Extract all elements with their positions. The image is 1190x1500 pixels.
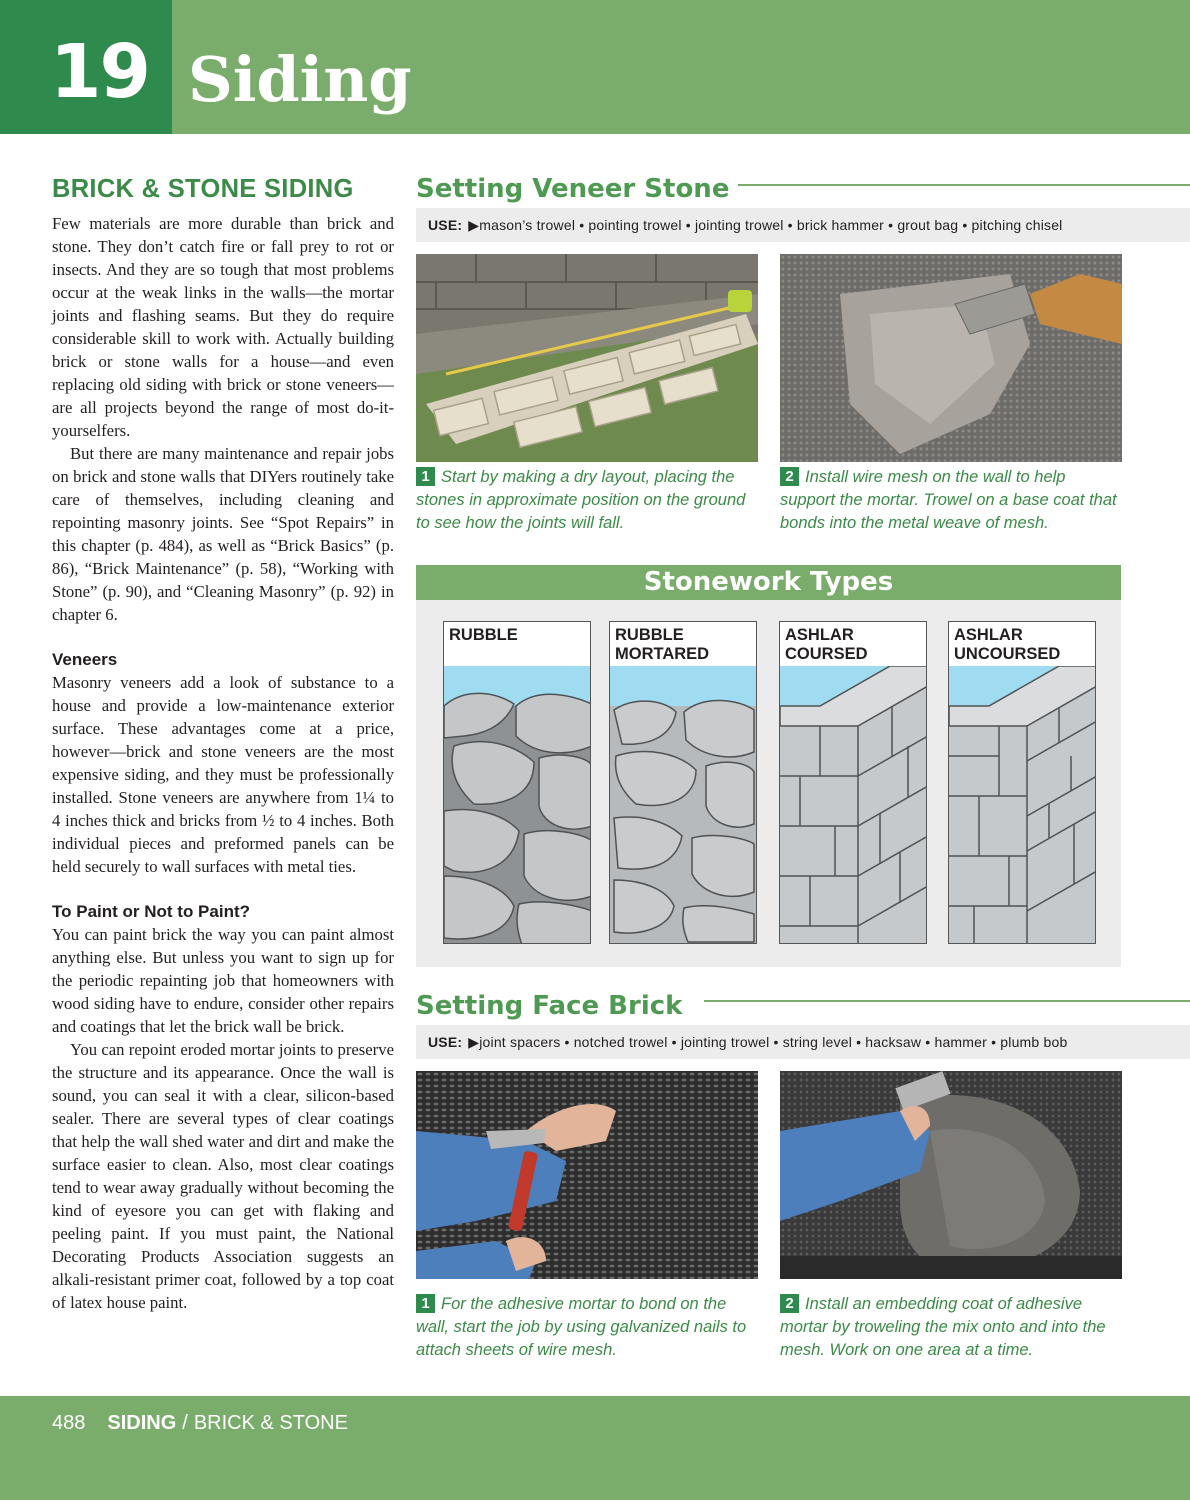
stone-type-label: RUBBLE MORTARED (615, 626, 710, 663)
photo-wire-mesh (780, 254, 1122, 462)
use-label: USE: (428, 1034, 463, 1050)
photo-embedding-coat (780, 1071, 1122, 1279)
stone-type-label: ASHLAR COURSED (785, 626, 868, 663)
footer-separator: / (182, 1412, 188, 1434)
chapter-header (0, 0, 1190, 134)
heading-rule (738, 184, 1190, 186)
stonework-types-title: Stonework Types (416, 565, 1121, 600)
page-footer (0, 1396, 1190, 1500)
body-paragraph: You can repoint eroded mortar joints to preserve the structure and its appearance. Once the wall is sound, you can seal it with a clear, silicon-based sealer. There are several types of clear coatings that help the wall shed water and dirt and make the surface easier to clean. Also, most clear coatings tend to wear away gradually without becoming the kind of eyesore you can get with flaking and peeling paint. If you must paint, the National Decorating Products Association suggests an alkali-resistant primer coat, followed by a top coat of latex house paint. (52, 1040, 394, 1312)
chapter-number-box (0, 0, 172, 134)
face-brick-step-1-caption (416, 1293, 758, 1362)
step-number: 1 (416, 1294, 435, 1313)
step-number: 2 (780, 1294, 799, 1313)
ashlar-coursed-illustration (780, 666, 927, 944)
stone-type-ashlar-uncoursed (948, 621, 1096, 944)
left-column (52, 172, 394, 1314)
photo-dry-layout (416, 254, 758, 462)
body-paragraph: Masonry veneers add a look of substance to a house and provide a low-maintenance exterior surface. These advantages come at a price, however—brick and stone veneers are the most expensive siding, and they must be professionally installed. Stone veneers are anywhere from 1¼ to 4 inches thick and bricks from ½ to 4 inches. Both individual pieces and preformed panels can be held securely to wall surfaces with metal ties. (52, 673, 394, 876)
veneer-tools-bar (416, 208, 1190, 242)
photo-nailing-mesh (416, 1071, 758, 1279)
page-number: 488 (52, 1412, 86, 1434)
body-paragraph: But there are many maintenance and repair jobs on brick and stone walls that DIYers routinely take care of themselves, including cleaning and repointing masonry joints. See “Spot Repairs” in this chapter (p. 484), as well as “Brick Basics” (p. 86), “Brick Maintenance” (p. 58), “Working with Stone” (p. 90), and “Cleaning Masonry” (p. 92) in chapter 6. (52, 444, 394, 624)
tools-list: ▶joint spacers • notched trowel • jointing trowel • string level • hacksaw • hammer • plumb bob (468, 1034, 1068, 1050)
step-text: Install wire mesh on the wall to help support the mortar. Trowel on a base coat that bonds into the metal weave of mesh. (780, 468, 1117, 532)
step-text: Start by making a dry layout, placing the stones in approximate position on the ground to see how the joints will fall. (416, 468, 746, 532)
body-paragraph: Few materials are more durable than brick and stone. They don’t catch fire or fall prey to rot or insects. And they are so tough that most problems occur at the weak links in the walls—the mortar joints and flashing seams. But they do require considerable skill to work with. Actually building brick or stone walls for a house—and even replacing old siding with brick or stone veneers—are all projects beyond the range of most do-it-yourselfers. (52, 214, 394, 440)
stone-type-label: RUBBLE (449, 626, 518, 644)
veneer-step-2-caption (780, 466, 1122, 535)
step-number: 1 (416, 467, 435, 486)
chapter-title: Siding (188, 43, 412, 116)
stonework-types-panel (416, 565, 1121, 967)
stone-type-label: ASHLAR UNCOURSED (954, 626, 1061, 663)
paint-heading: To Paint or Not to Paint? (52, 902, 250, 921)
stone-type-ashlar-coursed (779, 621, 927, 944)
stone-type-rubble-mortared (609, 621, 757, 944)
footer-subsection: BRICK & STONE (193, 1412, 348, 1434)
heading-rule (704, 1000, 1190, 1002)
veneers-heading: Veneers (52, 650, 118, 669)
section-title: BRICK & STONE SIDING (52, 175, 354, 203)
step-number: 2 (780, 467, 799, 486)
tools-list: ▶mason’s trowel • pointing trowel • jointing trowel • brick hammer • grout bag • pitching chisel (468, 217, 1063, 233)
ashlar-uncoursed-illustration (949, 666, 1096, 944)
footer-section: SIDING (107, 1412, 177, 1434)
rubble-mortared-illustration (610, 666, 757, 944)
face-brick-tools-bar (416, 1025, 1190, 1059)
step-text: For the adhesive mortar to bond on the wall, start the job by using galvanized nails to attach sheets of wire mesh. (416, 1295, 747, 1359)
footer-text (52, 1410, 348, 1436)
rubble-illustration (444, 666, 591, 944)
chapter-number: 19 (50, 29, 149, 115)
body-paragraph: You can paint brick the way you can paint almost anything else. But unless you want to sign up for the periodic repainting job that homeowners with wood siding have to endure, consider other repairs and coatings that let the brick wall be brick. (52, 925, 394, 1036)
stone-type-rubble (443, 621, 591, 944)
face-brick-heading: Setting Face Brick (416, 991, 683, 1021)
use-label: USE: (428, 217, 463, 233)
veneer-step-1-caption (416, 466, 758, 535)
face-brick-step-2-caption (780, 1293, 1122, 1362)
step-text: Install an embedding coat of adhesive mortar by troweling the mix onto and into the mesh. Work on one area at a time. (780, 1295, 1106, 1359)
veneer-stone-heading: Setting Veneer Stone (416, 174, 730, 204)
